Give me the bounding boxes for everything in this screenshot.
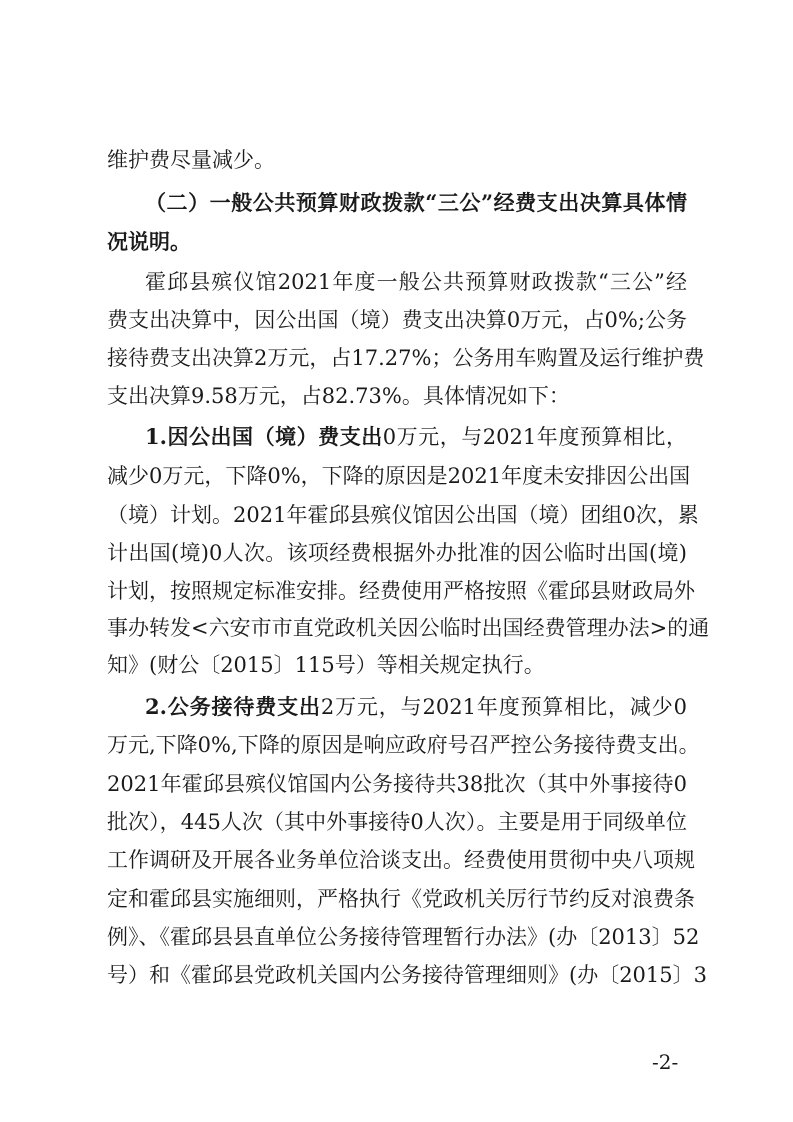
- paragraph-line: 例》、《霍邱县县直单位公务接待管理暂行办法》(办〔2013〕52: [107, 925, 700, 949]
- paragraph-line: 定和霍邱县实施细则，严格执行《党政机关厉行节约反对浪费条: [107, 887, 695, 911]
- paragraph-line: 知》(财公〔2015〕115号）等相关规定执行。: [107, 653, 545, 677]
- item-text: 0万元，与2021年度预算相比，: [382, 425, 687, 449]
- paragraph-line: 工作调研及开展各业务单位洽谈支出。经费使用贯彻中央八项规: [107, 848, 695, 872]
- paragraph-line: 计划，按照规定标准安排。经费使用严格按照《霍邱县财政局外: [107, 579, 695, 603]
- paragraph-line: [145, 423, 687, 451]
- item-heading: 1.因公出国（境）费支出: [145, 424, 383, 449]
- paragraph-line: 2021年霍邱县殡仪馆国内公务接待共38批次（其中外事接待0: [107, 772, 687, 796]
- paragraph-line: 霍邱县殡仪馆2021年度一般公共预算财政拨款“三公”经: [145, 270, 687, 294]
- paragraph-line: 减少0万元，下降0%，下降的原因是2021年度未安排因公出国: [107, 464, 691, 488]
- item-heading: 2.公务接待费支出: [145, 694, 321, 719]
- paragraph-line: 号）和《霍邱县党政机关国内公务接待管理细则》(办〔2015〕3: [107, 963, 707, 987]
- page-number: -2-: [652, 1050, 679, 1074]
- item-text: 2万元，与2021年度预算相比，减少0: [320, 695, 687, 719]
- paragraph-line: （境）计划。2021年霍邱县殡仪馆因公出国（境）团组0次，累: [107, 503, 699, 527]
- paragraph-line: [145, 693, 687, 721]
- paragraph-line: 事办转发<六安市市直党政机关因公临时出国经费管理办法>的通: [107, 616, 710, 640]
- section-heading-cont: 况说明。: [107, 229, 191, 254]
- paragraph-line: 批次），445人次（其中外事接待0人次）。主要是用于同级单位: [107, 810, 687, 834]
- paragraph-line: 支出决算9.58万元，占82.73%。具体情况如下：: [107, 384, 570, 408]
- paragraph-line: 费支出决算中，因公出国（境）费支出决算0万元，占0%;公务: [107, 308, 687, 332]
- paragraph-line: 维护费尽量减少。: [107, 148, 275, 172]
- paragraph-line: 接待费支出决算2万元，占17.27%；公务用车购置及运行维护费: [107, 346, 705, 370]
- paragraph-line: 万元,下降0%,下降的原因是响应政府号召严控公务接待费支出。: [107, 733, 700, 757]
- section-heading: （二）一般公共预算财政拨款“三公”经费支出决算具体情: [145, 190, 687, 215]
- paragraph-line: 计出国(境)0人次。该项经费根据外办批准的因公临时出国(境): [107, 541, 687, 565]
